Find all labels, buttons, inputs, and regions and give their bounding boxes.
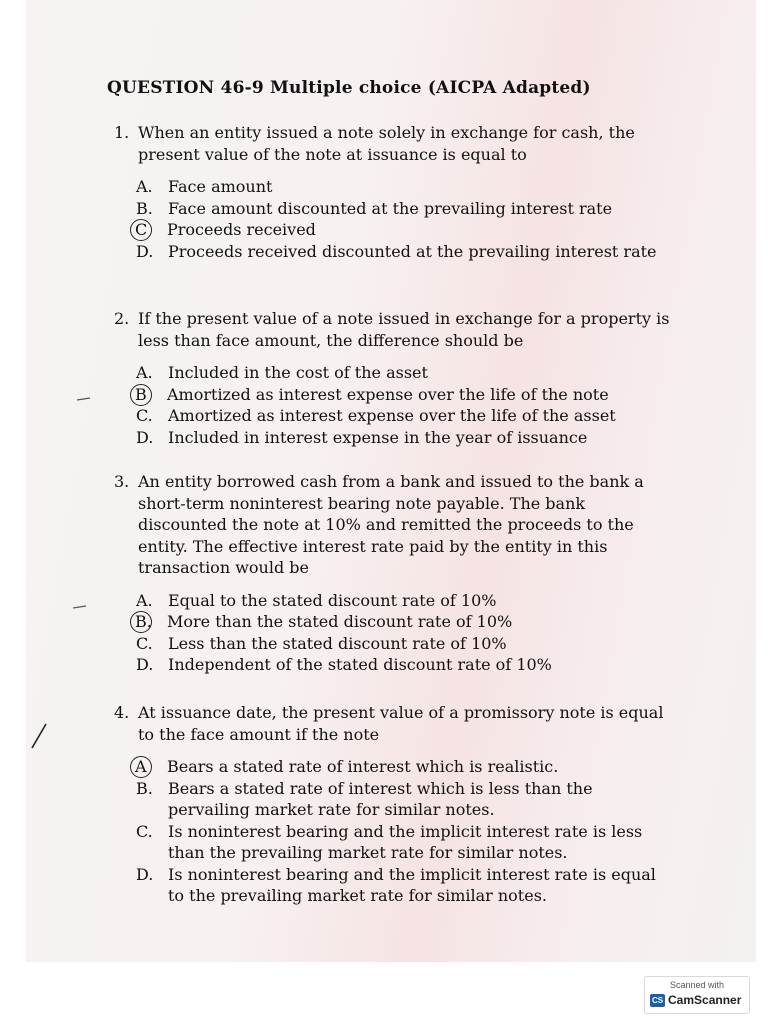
option-d: D. Independent of the stated discount rate of 10%	[136, 655, 552, 674]
question-text: At issuance date, the present value of a promissory note is equal to the face amount if the note	[138, 703, 664, 744]
option-b: B Amortized as interest expense over the life of the note	[114, 384, 674, 406]
option-c: C Proceeds received	[114, 219, 674, 241]
option-a: A. Included in the cost of the asset	[136, 363, 428, 382]
option-c: C. Amortized as interest expense over the life of the asset	[136, 406, 616, 425]
pen-dash-mark	[72, 600, 90, 614]
question-4	[114, 702, 674, 907]
option-list	[114, 756, 674, 907]
question-number: 4.	[114, 703, 130, 722]
camscanner-logo-icon: CS	[651, 996, 664, 1005]
option-b: B. More than the stated discount rate of 10%	[114, 611, 674, 633]
pen-tick-mark	[28, 722, 50, 750]
option-c: C. Less than the stated discount rate of 10%	[136, 633, 507, 653]
option-b: B. Bears a stated rate of interest which is less than the pervailing market rate for similar notes.	[136, 778, 593, 819]
question-number: 3.	[114, 472, 130, 491]
pen-dash-mark	[76, 392, 94, 406]
question-2	[114, 308, 674, 448]
option-a: A Bears a stated rate of interest which is realistic.	[114, 756, 674, 778]
option-d: D. Included in interest expense in the year of issuance	[136, 427, 588, 447]
option-c: C. Is noninterest bearing and the implicit interest rate is less than the prevailing market rate for similar notes.	[136, 821, 643, 862]
option-list	[114, 176, 674, 262]
question-text: An entity borrowed cash from a bank and issued to the bank a short-term noninterest bearing note payable. The bank discounted the note at 10% and remitted the proceeds to the entity. The effective interest rate paid by the entity in this transaction would be	[138, 472, 644, 577]
question-1	[114, 122, 674, 262]
option-b: B. Face amount discounted at the prevailing interest rate	[136, 198, 613, 218]
question-number: 1.	[114, 123, 130, 142]
option-a: A. Equal to the stated discount rate of 10%	[136, 590, 497, 610]
option-a: A. Face amount	[136, 177, 273, 196]
question-3	[114, 471, 674, 676]
option-d: D. Proceeds received discounted at the prevailing interest rate	[136, 241, 657, 261]
question-text: If the present value of a note issued in exchange for a property is less than face amount, the difference should be	[138, 309, 670, 350]
option-d: D. Is noninterest bearing and the implicit interest rate is equal to the prevailing market rate for similar notes.	[136, 864, 656, 905]
page-title: QUESTION 46-9 Multiple choice (AICPA Adapted)	[107, 78, 591, 98]
camscanner-watermark: Scanned with CS CamScanner	[644, 976, 750, 1014]
option-list	[114, 590, 674, 676]
option-list	[114, 362, 674, 448]
question-number: 2.	[114, 309, 130, 328]
question-text: When an entity issued a note solely in exchange for cash, the present value of the note at issuance is equal to	[138, 123, 635, 164]
